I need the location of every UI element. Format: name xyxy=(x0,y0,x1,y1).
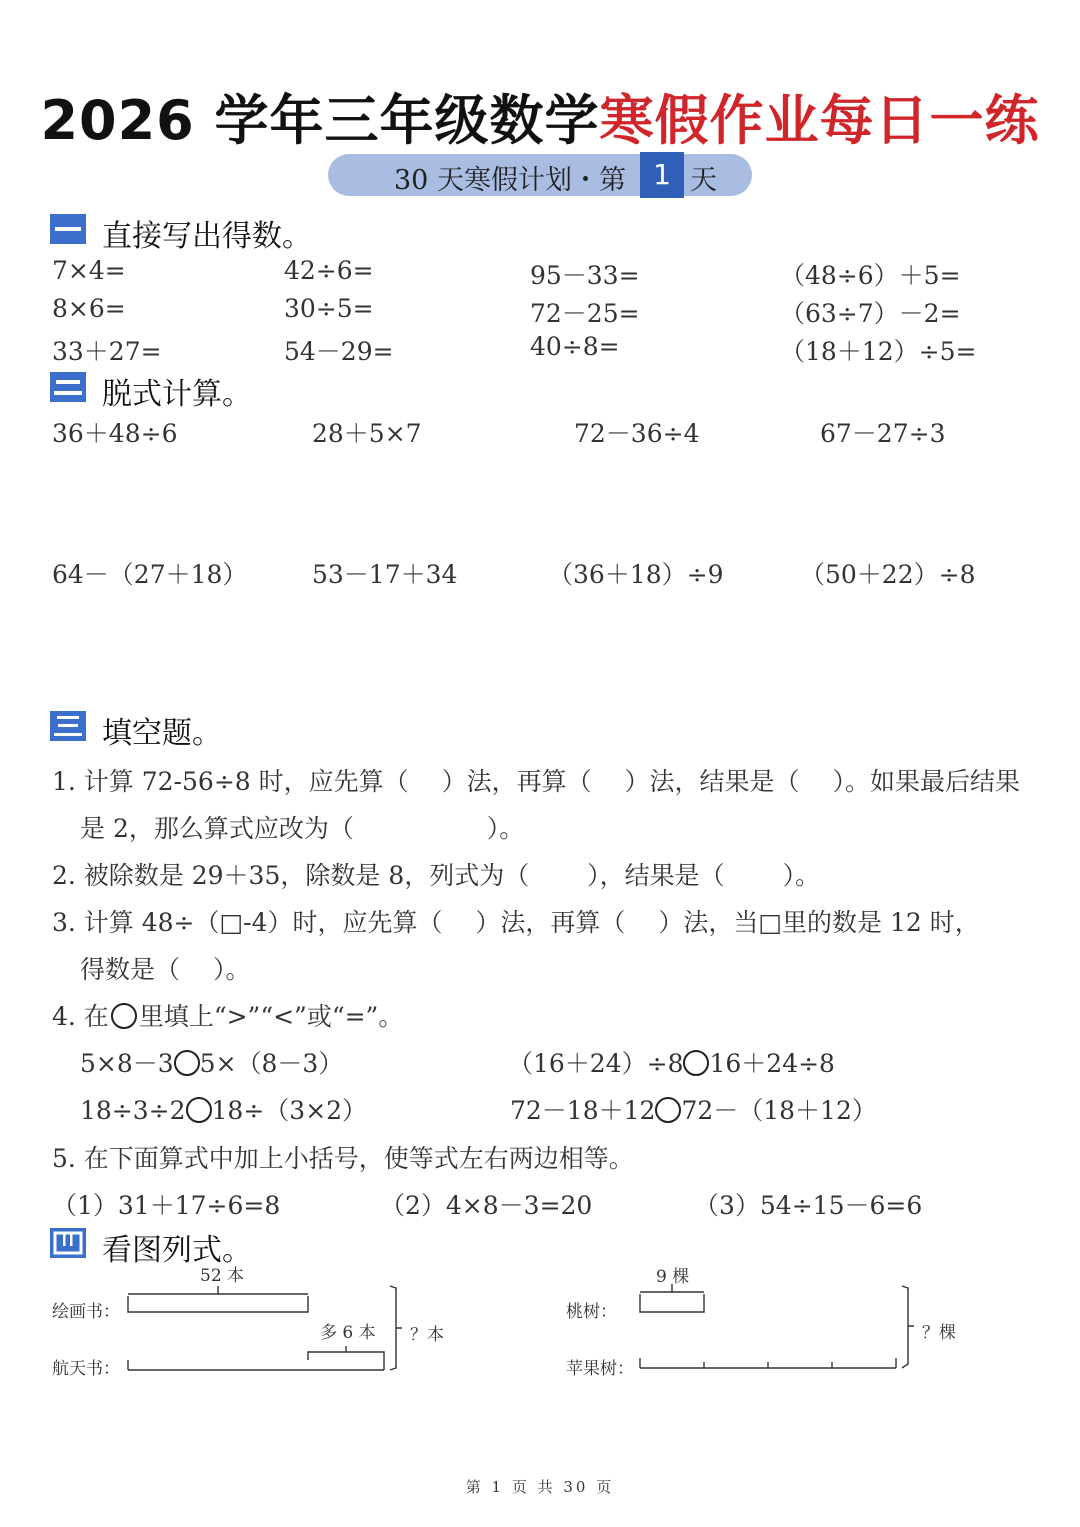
fill-question-2: 2. 被除数是 29＋35，除数是 8，列式为（ ），结果是（ ）。 xyxy=(52,861,821,890)
diagram1-total-label: ？本 xyxy=(410,1325,444,1345)
diagram1-row2-label: 航天书： xyxy=(52,1359,120,1379)
oral-calc-item: 72－25= xyxy=(530,299,640,328)
step-calc-item: （50＋22）÷8 xyxy=(800,560,976,589)
diagram1-more-label: 多 6 本 xyxy=(320,1323,376,1343)
compare-right: 5×（8－3） xyxy=(199,1049,344,1078)
fill-question-5: 5. 在下面算式中加上小括号，使等式左右两边相等。 xyxy=(52,1144,634,1173)
fill-question-1a: 1. 计算 72-56÷8 时，应先算（ ）法，再算（ ）法，结果是（ ）。如果最后结果 xyxy=(52,767,1020,796)
section-four-icon xyxy=(50,1228,86,1258)
fill-question-4 xyxy=(52,997,403,1033)
compare-circle-icon[interactable] xyxy=(111,1003,137,1029)
fill-question-1b: 是 2，那么算式应改为（ ）。 xyxy=(80,814,525,843)
step-calc-item: 53－17＋34 xyxy=(312,560,458,589)
oral-calc-item: 7×4= xyxy=(52,256,126,285)
bracket-item: （3）54÷15－6=6 xyxy=(694,1191,923,1220)
compare-item xyxy=(508,1044,835,1080)
compare-left: 5×8－3 xyxy=(80,1049,174,1078)
diagram1-top-label: 52 本 xyxy=(200,1266,245,1286)
compare-right: 72－（18＋12） xyxy=(681,1096,877,1125)
section-two-title: 脱式计算。 xyxy=(102,377,252,412)
title-black: 2026 学年三年级数学 xyxy=(40,89,600,152)
section-four-title: 看图列式。 xyxy=(102,1233,252,1268)
step-calc-item: （36＋18）÷9 xyxy=(548,560,724,589)
fill-question-3b: 得数是（ ）。 xyxy=(80,955,251,984)
step-calc-item: 28＋5×7 xyxy=(312,419,422,448)
subtitle-left: 30 天寒假计划・第 xyxy=(394,165,626,196)
compare-item xyxy=(510,1091,877,1127)
bracket-item: （2）4×8－3=20 xyxy=(380,1191,593,1220)
compare-item xyxy=(80,1044,343,1080)
subtitle-right: 天 xyxy=(690,165,717,196)
compare-left: 18÷3÷2 xyxy=(80,1096,186,1125)
compare-right: 16＋24÷8 xyxy=(709,1049,835,1078)
diagram2-total-label: ？棵 xyxy=(922,1323,956,1343)
section-one-title: 直接写出得数。 xyxy=(102,219,312,254)
bracket-item: （1）31＋17÷6=8 xyxy=(52,1191,281,1220)
diagram2-row1-label: 桃树： xyxy=(566,1302,617,1322)
oral-calc-item: 40÷8= xyxy=(530,332,620,361)
compare-circle-icon[interactable] xyxy=(655,1097,681,1123)
oral-calc-item: 95－33= xyxy=(530,261,640,290)
step-calc-item: 36＋48÷6 xyxy=(52,419,178,448)
diagram1-row1-label: 绘画书： xyxy=(52,1302,120,1322)
compare-circle-icon[interactable] xyxy=(174,1050,200,1076)
oral-calc-item: 33＋27= xyxy=(52,337,162,366)
compare-left: 72－18＋12 xyxy=(510,1096,656,1125)
step-calc-item: 64－（27＋18） xyxy=(52,560,248,589)
compare-circle-icon[interactable] xyxy=(186,1097,212,1123)
compare-right: 18÷（3×2） xyxy=(211,1096,368,1125)
diagram2-line-segments xyxy=(630,1280,920,1380)
section-two-icon xyxy=(50,372,86,402)
diagram1-line-segments xyxy=(120,1280,420,1380)
title-red: 寒假作业每日一练 xyxy=(599,89,1040,152)
q4-prefix: 4. 在 xyxy=(52,1002,109,1031)
day-number-badge: 1 xyxy=(640,152,684,198)
oral-calc-item: 54－29= xyxy=(284,337,394,366)
oral-calc-item: （48÷6）＋5= xyxy=(780,261,961,290)
q4-suffix: 里填上“>”“<”或“=”。 xyxy=(138,1002,404,1031)
oral-calc-item: 8×6= xyxy=(52,294,126,323)
diagram2-top-label: 9 棵 xyxy=(656,1267,690,1287)
diagram2-row2-label: 苹果树： xyxy=(566,1359,634,1379)
section-one-icon xyxy=(50,214,86,244)
section-three-icon xyxy=(50,711,86,741)
step-calc-item: 67－27÷3 xyxy=(820,419,946,448)
oral-calc-item: （63÷7）－2= xyxy=(780,299,961,328)
page-footer: 第 1 页 共 30 页 xyxy=(465,1478,615,1496)
compare-circle-icon[interactable] xyxy=(683,1050,709,1076)
section-three-title: 填空题。 xyxy=(102,716,222,751)
fill-question-3a: 3. 计算 48÷（□-4）时，应先算（ ）法，再算（ ）法，当□里的数是 12 时， xyxy=(52,908,980,937)
oral-calc-item: 30÷5= xyxy=(284,294,374,323)
oral-calc-item: 42÷6= xyxy=(284,256,374,285)
oral-calc-item: （18＋12）÷5= xyxy=(780,337,977,366)
step-calc-item: 72－36÷4 xyxy=(574,419,700,448)
compare-left: （16＋24）÷8 xyxy=(508,1049,684,1078)
compare-item xyxy=(80,1091,367,1127)
page-title xyxy=(0,78,1080,155)
